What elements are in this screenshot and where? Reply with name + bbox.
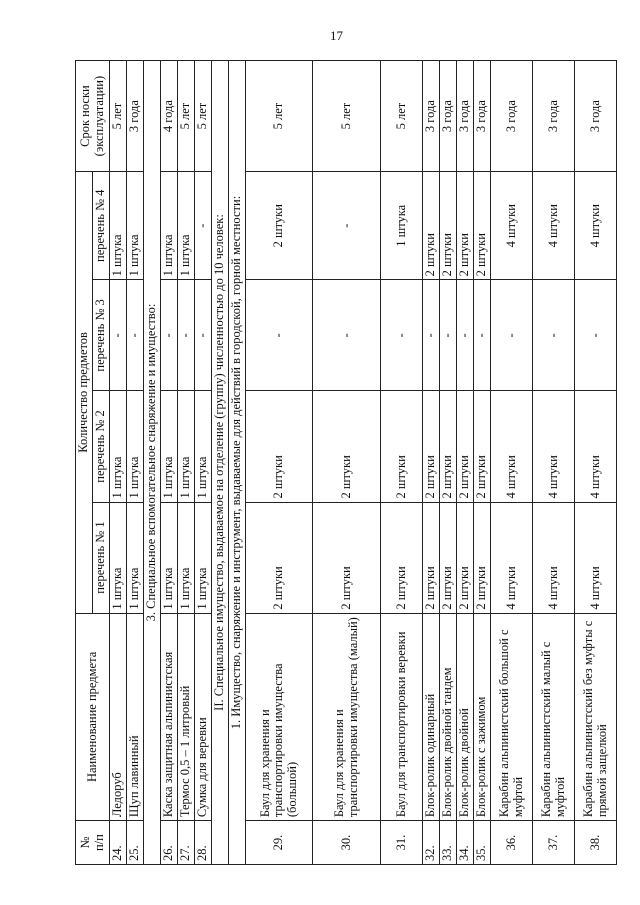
row-q4: 2 штуки [474,172,491,280]
row-name: Термос 0,5 – 1 литровый [178,613,195,821]
page-number: 17 [330,28,343,43]
row-term: 5 лет [381,61,423,172]
row-num: 27. [178,821,195,865]
table-row [313,61,381,865]
row-name: Сумка для веревки [195,613,212,821]
row-q3: - [423,280,440,391]
row-q1: 4 штуки [575,502,617,613]
row-q3: - [127,280,144,391]
row-q4: 1 штука [381,172,423,280]
table-row [457,61,474,865]
section-II-heading: II. Специальное имущество, выдаваемое на отделение (группу) численностью до 10 человек: [212,61,229,865]
header-list-2: перечень № 2 [93,391,110,502]
row-num: 28. [195,821,212,865]
table-row [575,61,617,865]
row-term: 3 года [457,61,474,172]
row-q2: 1 штука [127,391,144,502]
row-q1: 4 штуки [533,502,575,613]
row-q2: 4 штуки [491,391,533,502]
row-num: 34. [457,821,474,865]
row-num: 26. [161,821,178,865]
row-q1: 2 штуки [381,502,423,613]
row-term: 3 года [575,61,617,172]
row-q4: 2 штуки [423,172,440,280]
row-q1: 1 штука [195,502,212,613]
row-q4: 4 штуки [533,172,575,280]
row-num: 30. [313,821,381,865]
row-term: 5 лет [195,61,212,172]
row-q1: 2 штуки [440,502,457,613]
row-q2: 2 штуки [457,391,474,502]
row-q2: 2 штуки [381,391,423,502]
row-q2: 2 штуки [423,391,440,502]
row-q3: - [178,280,195,391]
row-num: 37. [533,821,575,865]
row-name: Карабин альпинистский большой с муфтой [491,613,533,821]
table-row [440,61,457,865]
row-q2: 2 штуки [313,391,381,502]
row-q1: 2 штуки [423,502,440,613]
header-list-3: перечень № 3 [93,280,110,391]
row-name: Щуп лавинный [127,613,144,821]
row-q3: - [457,280,474,391]
row-q2: 2 штуки [440,391,457,502]
row-name: Карабин альпинистский малый с муфтой [533,613,575,821]
row-q4: 4 штуки [575,172,617,280]
row-term: 5 лет [313,61,381,172]
row-term: 4 года [161,61,178,172]
row-term: 3 года [423,61,440,172]
row-term: 5 лет [110,61,127,172]
row-q1: 2 штуки [313,502,381,613]
header-name: Наименование предмета [76,613,110,821]
row-term: 5 лет [178,61,195,172]
table-row [127,61,144,865]
row-q4: 1 штука [110,172,127,280]
row-q2: 4 штуки [575,391,617,502]
row-q3: - [491,280,533,391]
header-list-4: перечень № 4 [93,172,110,280]
row-q1: 1 штука [127,502,144,613]
row-q4: 4 штуки [491,172,533,280]
row-q4: - [313,172,381,280]
row-term: 3 года [491,61,533,172]
header-quantity: Количество предметов [76,172,93,613]
table-row [491,61,533,865]
row-q3: - [440,280,457,391]
row-q4: - [195,172,212,280]
row-name: Баул для транспортировки веревки [381,613,423,821]
row-q1: 1 штука [178,502,195,613]
table-row [246,61,313,865]
row-num: 24. [110,821,127,865]
header-list-1: перечень № 1 [93,502,110,613]
row-q1: 1 штука [161,502,178,613]
row-q4: 2 штуки [457,172,474,280]
row-q3: - [110,280,127,391]
row-term: 5 лет [246,61,313,172]
row-q2: 1 штука [110,391,127,502]
row-q3: - [161,280,178,391]
row-q2: 2 штуки [246,391,313,502]
table-row [161,61,178,865]
row-term: 3 года [533,61,575,172]
row-name: Ледоруб [110,613,127,821]
row-q2: 1 штука [195,391,212,502]
row-num: 32. [423,821,440,865]
row-q1: 1 штука [110,502,127,613]
table-row [533,61,575,865]
row-q3: - [533,280,575,391]
row-q1: 4 штуки [491,502,533,613]
row-q3: - [575,280,617,391]
equipment-table-rotated [75,60,609,865]
row-q1: 2 штуки [457,502,474,613]
row-name: Блок-ролик одинарный [423,613,440,821]
table-row [381,61,423,865]
header-term: Срок носки (эксплуатации) [76,61,110,172]
row-num: 29. [246,821,313,865]
row-name: Блок-ролик двойной [457,613,474,821]
row-q3: - [195,280,212,391]
row-q3: - [474,280,491,391]
table-row [178,61,195,865]
row-q4: 1 штука [127,172,144,280]
row-name: Каска защитная альпинистская [161,613,178,821]
table-row [110,61,127,865]
row-q1: 2 штуки [474,502,491,613]
row-num: 36. [491,821,533,865]
row-q4: 1 штука [178,172,195,280]
row-term: 3 года [127,61,144,172]
row-term: 3 года [474,61,491,172]
row-q3: - [313,280,381,391]
row-q4: 2 штуки [246,172,313,280]
row-q2: 1 штука [178,391,195,502]
row-name: Блок-ролик двойной тандем [440,613,457,821]
row-q2: 2 штуки [474,391,491,502]
row-q3: - [246,280,313,391]
table-row [423,61,440,865]
row-num: 33. [440,821,457,865]
row-name: Баул для хранения и транспортировки имущества (малый) [313,613,381,821]
row-name: Карабин альпинистский без муфты с прямой защелкой [575,613,617,821]
row-q2: 4 штуки [533,391,575,502]
section-II-1-heading: 1. Имущество, снаряжение и инструмент, выдаваемые для действий в городской, горной местности: [229,61,246,865]
row-num: 31. [381,821,423,865]
row-q3: - [381,280,423,391]
section-3-heading: 3. Специальное вспомогательное снаряжение и имущество: [144,61,161,865]
row-q1: 2 штуки [246,502,313,613]
row-q4: 1 штука [161,172,178,280]
row-num: 35. [474,821,491,865]
row-q2: 1 штука [161,391,178,502]
row-q4: 2 штуки [440,172,457,280]
header-num: № п/п [76,821,110,865]
row-num: 38. [575,821,617,865]
equipment-table [75,60,617,865]
table-row [195,61,212,865]
table-row [474,61,491,865]
row-num: 25. [127,821,144,865]
row-name: Блок-ролик с зажимом [474,613,491,821]
row-term: 3 года [440,61,457,172]
row-name: Баул для хранения и транспортировки имущества (большой) [246,613,313,821]
